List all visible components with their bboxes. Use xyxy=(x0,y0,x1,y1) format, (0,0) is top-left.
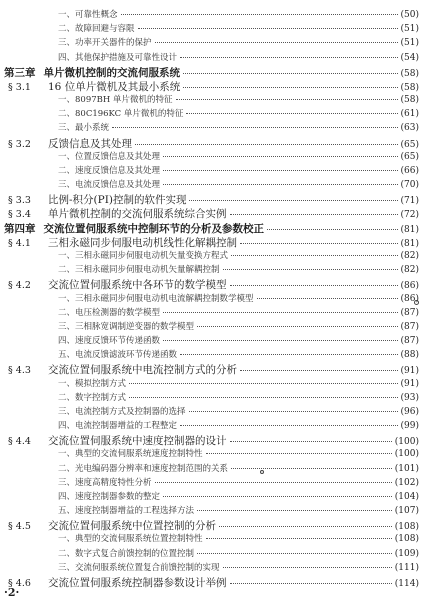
toc-leader-dots xyxy=(197,547,392,554)
toc-page-number: (88) xyxy=(400,350,419,361)
toc-page-number: (63) xyxy=(400,123,419,134)
toc-entry xyxy=(0,263,433,276)
toc-leader-dots xyxy=(230,577,392,584)
toc-section-number: 第三章 xyxy=(4,66,36,79)
toc-page-number: (61) xyxy=(400,109,419,120)
toc-page-number: (71) xyxy=(400,196,419,207)
toc-section-number: § 3.2 xyxy=(8,138,31,150)
toc-title: 三、三相脉宽调制逆变器的数学模型 xyxy=(58,321,195,332)
page-number: ·2· xyxy=(4,586,20,599)
toc-entry xyxy=(0,462,433,475)
toc-title: 五、电流反馈滤波环节传递函数 xyxy=(58,350,178,361)
toc-page-number: (81) xyxy=(400,224,419,235)
toc-leader-dots xyxy=(163,306,398,313)
toc-page-number: (86) xyxy=(400,281,419,292)
toc-title: 单片微机控制的交流伺服系统 xyxy=(43,66,180,79)
toc-leader-dots xyxy=(197,320,398,327)
toc-page-number: (65) xyxy=(400,139,419,150)
toc-section-number: § 3.1 xyxy=(8,81,31,93)
toc-leader-dots xyxy=(163,334,398,341)
toc-leader-dots xyxy=(138,22,398,29)
toc-title: 交流位置伺服系统中控制环节的分析及参数校正 xyxy=(43,222,264,235)
toc-title: 一、典型的交流伺服系统位置控制特性 xyxy=(58,534,203,545)
toc-entry xyxy=(0,192,433,205)
toc-page-number: (70) xyxy=(400,180,419,191)
toc-page-number: (86) xyxy=(400,293,419,304)
toc-section-number: § 4.5 xyxy=(8,521,31,533)
toc-entry xyxy=(0,334,433,347)
toc-title: 交流位置伺服系统中速度控制器的设计 xyxy=(48,435,227,448)
toc-section-number: § 4.3 xyxy=(8,365,31,377)
toc-leader-dots xyxy=(176,93,398,100)
toc-title: 一、可靠性概念 xyxy=(58,10,118,20)
toc-title: 16 位单片微机及其最小系统 xyxy=(48,80,181,93)
toc-title: 三相永磁同步伺服电动机线性化解耦控制 xyxy=(48,236,237,249)
toc-page-number: (109) xyxy=(394,548,419,559)
toc-leader-dots xyxy=(219,520,392,527)
toc-leader-dots xyxy=(197,504,392,511)
toc-title: 二、速度反馈信息及其处理 xyxy=(58,165,161,176)
toc-page-number: (100) xyxy=(394,437,419,448)
toc-page-number: (111) xyxy=(394,562,419,573)
toc-title: 三、电流反馈信息及其处理 xyxy=(58,180,161,191)
toc-page-number: (96) xyxy=(400,406,419,417)
toc-leader-dots xyxy=(257,292,398,299)
toc-title: 一、典型的交流伺服系统速度控制特性 xyxy=(58,449,203,460)
toc-entry xyxy=(0,362,433,375)
toc-title: 五、速度控制器增益的工程选择方法 xyxy=(58,506,195,517)
toc-title: 一、三相永磁同步伺服电动机矢量变换方程式 xyxy=(58,250,229,261)
toc-leader-dots xyxy=(223,561,392,568)
toc-leader-dots xyxy=(129,377,398,384)
toc-entry xyxy=(0,235,433,248)
toc-title: 三、电流控制方式及控制器的选择 xyxy=(58,406,186,417)
toc-entry xyxy=(0,79,433,92)
toc-page-number: (51) xyxy=(400,38,419,49)
toc-leader-dots xyxy=(183,81,397,88)
toc-title: 交流位置伺服系统中位置控制的分析 xyxy=(48,520,216,533)
toc-leader-dots xyxy=(230,279,398,286)
toc-entry xyxy=(0,320,433,333)
toc-page-number: (65) xyxy=(400,151,419,162)
toc-title: 三、功率开关器件的保护 xyxy=(58,38,152,49)
toc-title: 三、速度高精度特性分析 xyxy=(58,477,152,488)
toc-entry xyxy=(0,391,433,404)
toc-page-number: (51) xyxy=(400,24,419,35)
toc-title: 二、数字式复合前馈控制的位置控制 xyxy=(58,548,195,559)
toc-page-number: (91) xyxy=(400,366,419,377)
toc-leader-dots xyxy=(129,391,398,398)
toc-title: 交流位置伺服系统中各环节的数学模型 xyxy=(48,279,227,292)
toc-title: 比例-积分(PI)控制的软件实现 xyxy=(48,194,187,207)
toc-title: 反馈信息及其处理 xyxy=(48,137,132,150)
toc-page-number: (107) xyxy=(394,506,419,517)
toc-leader-dots xyxy=(231,249,398,256)
toc-leader-dots xyxy=(267,223,398,230)
toc-leader-dots xyxy=(155,476,392,483)
toc-title: 一、三相永磁同步伺服电动机电流解耦控制数学模型 xyxy=(58,293,254,304)
toc-title: 交流位置伺服系统控制器参数设计举例 xyxy=(48,577,227,589)
toc-entry xyxy=(0,447,433,460)
toc-leader-dots xyxy=(121,8,398,15)
toc-leader-dots xyxy=(189,194,397,201)
toc-leader-dots xyxy=(206,532,392,539)
toc-entry xyxy=(0,93,433,106)
toc-page-number: (54) xyxy=(400,52,419,63)
toc-leader-dots xyxy=(180,419,398,426)
toc-entry xyxy=(0,178,433,191)
toc-page-number: (93) xyxy=(400,392,419,403)
toc-entry xyxy=(0,121,433,134)
toc-page-number: (58) xyxy=(400,82,419,93)
toc-title: 二、故障回避与容限 xyxy=(58,24,135,35)
toc-page-number: (87) xyxy=(400,336,419,347)
toc-title: 四、速度控制器参数的整定 xyxy=(58,491,161,502)
toc-title: 三、交流伺服系统位置复合前馈控制的实现 xyxy=(58,562,220,573)
toc-title: 二、电压检测器的数学模型 xyxy=(58,307,161,318)
toc-title: 单片微机控制的交流伺服系统综合实例 xyxy=(48,208,227,221)
toc-entry xyxy=(0,433,433,446)
toc-section-number: § 4.2 xyxy=(8,280,31,292)
toc-title: 四、电流控制器增益的工程整定 xyxy=(58,421,178,432)
toc-entry xyxy=(0,51,433,64)
toc-title: 交流位置伺服系统中电流控制方式的分析 xyxy=(48,364,237,377)
toc-entry xyxy=(0,405,433,418)
toc-entry xyxy=(0,419,433,432)
toc-title: 一、位置反馈信息及其处理 xyxy=(58,151,161,162)
toc-page-number: (104) xyxy=(394,491,419,502)
toc-leader-dots xyxy=(231,462,392,469)
toc-page-number: (50) xyxy=(400,10,419,20)
toc-page-number: (100) xyxy=(394,449,419,460)
toc-leader-dots xyxy=(163,164,398,171)
toc-leader-dots xyxy=(230,208,398,215)
toc-entry xyxy=(0,377,433,390)
toc-page-number: (101) xyxy=(394,463,419,474)
scan-speck xyxy=(414,300,419,305)
toc-entry xyxy=(0,575,433,588)
toc-leader-dots xyxy=(112,121,398,128)
toc-entry xyxy=(0,107,433,120)
toc-title: 二、数字控制方式 xyxy=(58,392,127,403)
toc-leader-dots xyxy=(240,237,398,244)
scan-speck xyxy=(260,470,264,474)
toc-title: 二、80C196KC 单片微机的特征 xyxy=(58,109,184,120)
toc-entry xyxy=(0,22,433,35)
toc-title: 二、光电编码器分辨率和速度控制范围的关系 xyxy=(58,463,229,474)
toc-page-number: (81) xyxy=(400,238,419,249)
toc-entry xyxy=(0,504,433,517)
toc-title: 四、速度反馈环节传递函数 xyxy=(58,336,161,347)
toc-section-number: § 3.4 xyxy=(8,209,31,221)
toc-leader-dots xyxy=(163,150,398,157)
toc-section-number: § 4.4 xyxy=(8,436,31,448)
toc-page-number: (87) xyxy=(400,321,419,332)
toc-leader-dots xyxy=(240,364,398,371)
toc-entry xyxy=(0,277,433,290)
toc-entry xyxy=(0,547,433,560)
toc-entry xyxy=(0,65,433,78)
toc-entry xyxy=(0,518,433,531)
toc-leader-dots xyxy=(223,263,398,270)
toc-page-number: (108) xyxy=(394,522,419,533)
toc-leader-dots xyxy=(186,107,397,114)
toc-leader-dots xyxy=(155,36,398,43)
toc-title: 四、其他保护措施及可靠性设计 xyxy=(58,52,178,63)
toc-leader-dots xyxy=(180,348,398,355)
toc-page-number: (102) xyxy=(394,477,419,488)
toc-entry xyxy=(0,164,433,177)
toc-entry xyxy=(0,221,433,234)
toc-entry xyxy=(0,8,433,21)
toc-section-number: 第四章 xyxy=(4,222,36,235)
toc-entry xyxy=(0,561,433,574)
toc-title: 二、三相永磁同步伺服电动机矢量解耦控制 xyxy=(58,265,220,276)
toc-entry xyxy=(0,476,433,489)
toc-page-number: (82) xyxy=(400,265,419,276)
toc-page-number: (114) xyxy=(394,579,419,589)
toc-leader-dots xyxy=(189,405,398,412)
toc-page-number: (91) xyxy=(400,378,419,389)
toc-title: 一、8097BH 单片微机的特征 xyxy=(58,95,173,106)
toc-entry xyxy=(0,348,433,361)
toc-page-number: (72) xyxy=(400,210,419,221)
toc-leader-dots xyxy=(230,435,392,442)
toc-section-number: § 4.1 xyxy=(8,237,31,249)
toc-entry xyxy=(0,206,433,219)
toc-title: 三、最小系统 xyxy=(58,123,110,134)
toc-page-number: (108) xyxy=(394,534,419,545)
toc-page-number: (82) xyxy=(400,250,419,261)
toc-leader-dots xyxy=(135,138,398,145)
toc-leader-dots xyxy=(206,447,392,454)
toc-leader-dots xyxy=(180,51,398,58)
toc-entry xyxy=(0,306,433,319)
toc-leader-dots xyxy=(163,490,392,497)
toc-entry xyxy=(0,136,433,149)
toc-entry xyxy=(0,150,433,163)
toc-page-number: (58) xyxy=(400,68,419,79)
toc-page-number: (87) xyxy=(400,307,419,318)
toc-leader-dots xyxy=(183,67,398,74)
toc-page-number: (66) xyxy=(400,165,419,176)
toc-entry xyxy=(0,292,433,305)
toc-section-number: § 4.6 xyxy=(8,578,31,589)
toc-entry xyxy=(0,36,433,49)
toc-page-number: (99) xyxy=(400,421,419,432)
toc-title: 一、模拟控制方式 xyxy=(58,378,127,389)
toc-entry xyxy=(0,490,433,503)
toc-leader-dots xyxy=(163,178,398,185)
toc-entry xyxy=(0,532,433,545)
toc-entry xyxy=(0,249,433,262)
toc-page-number: (58) xyxy=(400,95,419,106)
toc-section-number: § 3.3 xyxy=(8,195,31,207)
